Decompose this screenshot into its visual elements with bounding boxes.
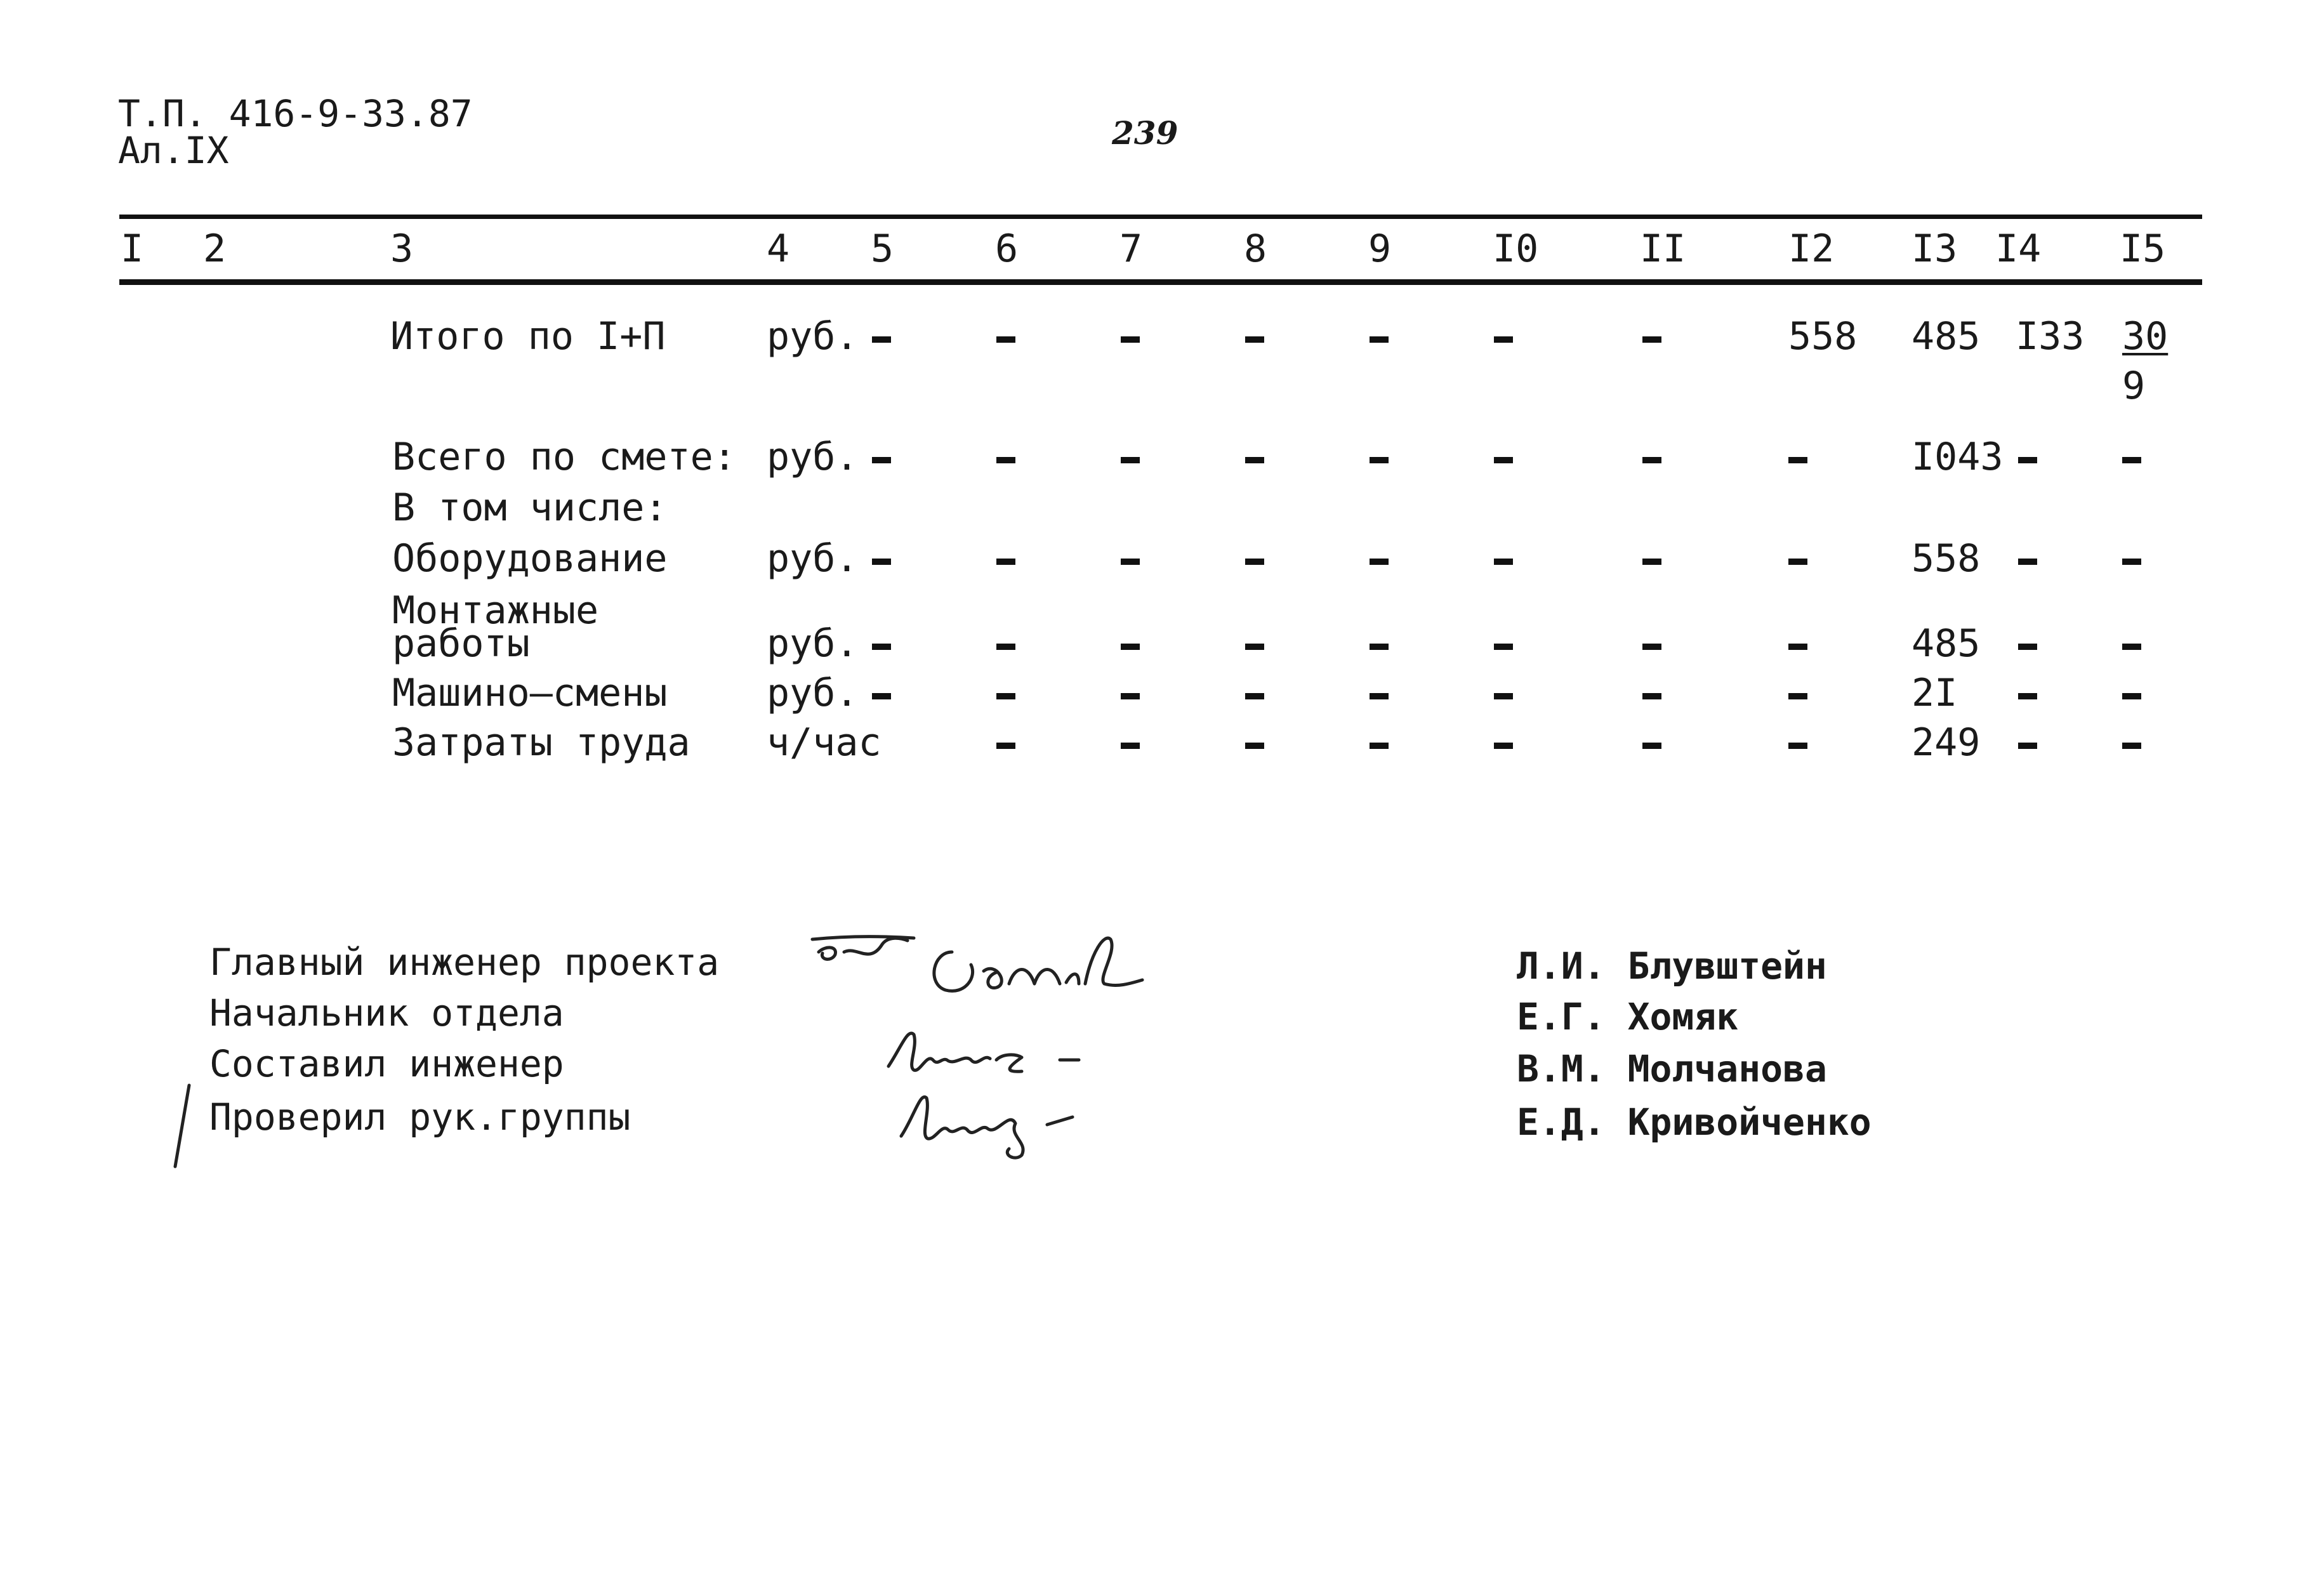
cell-value: I043 (1911, 435, 2004, 479)
column-header: 6 (995, 227, 1019, 271)
column-header: 5 (871, 227, 894, 271)
row-label: В том числе: (392, 486, 668, 530)
signer-role: Проверил рук.группы (209, 1095, 631, 1139)
cell-dash (872, 693, 891, 699)
cell-dash (1788, 693, 1807, 699)
column-header: I5 (2120, 227, 2166, 271)
row-label: Оборудование (392, 536, 668, 581)
cell-dash (1370, 693, 1389, 699)
cell-dash (1121, 644, 1140, 650)
cell-dash (2018, 693, 2037, 699)
handwritten-signature (806, 927, 1174, 1022)
cell-dash (996, 336, 1015, 343)
column-header: I4 (1995, 227, 2042, 271)
cell-dash (1121, 457, 1140, 463)
row-unit: руб. (767, 435, 859, 479)
cell-dash (872, 559, 891, 565)
row-unit: ч/час (767, 720, 881, 765)
cell-value-fraction-top: 30 (2122, 314, 2169, 359)
cell-dash (1494, 644, 1513, 650)
cell-dash (1494, 693, 1513, 699)
signer-name: Е.Г. Хомяк (1517, 995, 1739, 1038)
cell-dash (1494, 457, 1513, 463)
table-top-rule (119, 215, 2202, 219)
cell-dash (1121, 336, 1140, 343)
cell-dash (1788, 743, 1807, 749)
handwritten-signature (888, 1079, 1117, 1168)
row-unit: руб. (767, 536, 859, 581)
cell-value: 558 (1911, 536, 1981, 581)
column-header: 3 (390, 227, 414, 271)
column-header: I0 (1493, 227, 1539, 271)
cell-dash (2122, 559, 2141, 565)
page-number: 239 (1112, 114, 1179, 152)
signer-name: В.М. Молчанова (1517, 1047, 1827, 1090)
row-unit: руб. (767, 671, 859, 715)
cell-dash (1642, 457, 1661, 463)
column-header: II (1640, 227, 1686, 271)
cell-dash (996, 559, 1015, 565)
cell-dash (2122, 743, 2141, 749)
cell-dash (1121, 559, 1140, 565)
cell-dash (1494, 336, 1513, 343)
cell-dash (1642, 693, 1661, 699)
cell-dash (996, 457, 1015, 463)
cell-dash (1121, 693, 1140, 699)
cell-dash (1245, 559, 1264, 565)
cell-dash (996, 743, 1015, 749)
cell-dash (2018, 559, 2037, 565)
cell-dash (1370, 743, 1389, 749)
cell-value: 558 (1788, 314, 1858, 359)
column-header: 8 (1244, 227, 1267, 271)
signer-role: Составил инженер (209, 1042, 564, 1085)
cell-dash (1245, 336, 1264, 343)
row-unit: руб. (767, 621, 859, 666)
cell-dash (2122, 457, 2141, 463)
signer-name: Л.И. Блувштейн (1517, 944, 1827, 988)
margin-mark (170, 1079, 195, 1174)
cell-dash (1642, 559, 1661, 565)
cell-dash (996, 644, 1015, 650)
row-label-line2: работы (392, 621, 530, 666)
album-number: Ал.IX (118, 129, 229, 172)
table-header-rule (119, 279, 2202, 285)
cell-dash (2018, 457, 2037, 463)
row-unit: руб. (767, 314, 859, 359)
cell-dash (872, 336, 891, 343)
document-code: Т.П. 416-9-33.87 (118, 92, 473, 135)
column-header: 2 (203, 227, 227, 271)
handwritten-signature (876, 1022, 1104, 1079)
column-header: I3 (1911, 227, 1958, 271)
column-header: I2 (1788, 227, 1835, 271)
cell-dash (872, 457, 891, 463)
cell-dash (872, 644, 891, 650)
cell-value: 2I (1911, 671, 1958, 715)
column-header: I (121, 227, 144, 271)
column-header: 9 (1368, 227, 1392, 271)
cell-dash (1788, 559, 1807, 565)
row-label: Итого по I+П (390, 314, 666, 359)
cell-dash (1370, 336, 1389, 343)
cell-value-fraction-bottom: 9 (2122, 364, 2146, 408)
cell-dash (1245, 457, 1264, 463)
cell-dash (1788, 644, 1807, 650)
cell-value: 485 (1911, 314, 1981, 359)
column-header: 7 (1119, 227, 1143, 271)
cell-value: 485 (1911, 621, 1981, 666)
signer-name: Е.Д. Кривойченко (1517, 1101, 1872, 1144)
cell-dash (1494, 559, 1513, 565)
cell-dash (1370, 559, 1389, 565)
cell-dash (1642, 743, 1661, 749)
cell-dash (2122, 644, 2141, 650)
cell-dash (1245, 693, 1264, 699)
row-label: Всего по смете: (392, 435, 736, 479)
cell-dash (1370, 644, 1389, 650)
cell-dash (1370, 457, 1389, 463)
signer-role: Главный инженер проекта (209, 941, 720, 984)
row-label: Машино–смены (392, 671, 668, 715)
signer-role: Начальник отдела (209, 991, 564, 1035)
cell-dash (1121, 743, 1140, 749)
column-header: 4 (767, 227, 790, 271)
cell-dash (2018, 644, 2037, 650)
cell-dash (996, 693, 1015, 699)
cell-dash (2018, 743, 2037, 749)
cell-value: I33 (2016, 314, 2085, 359)
cell-dash (1245, 743, 1264, 749)
cell-value: 249 (1911, 720, 1981, 765)
row-label: Затраты труда (392, 720, 690, 765)
cell-dash (1642, 336, 1661, 343)
cell-dash (1642, 644, 1661, 650)
row-label-line1: Монтажные (392, 588, 599, 633)
cell-dash (1494, 743, 1513, 749)
cell-dash (1788, 457, 1807, 463)
cell-dash (1245, 644, 1264, 650)
cell-dash (2122, 693, 2141, 699)
